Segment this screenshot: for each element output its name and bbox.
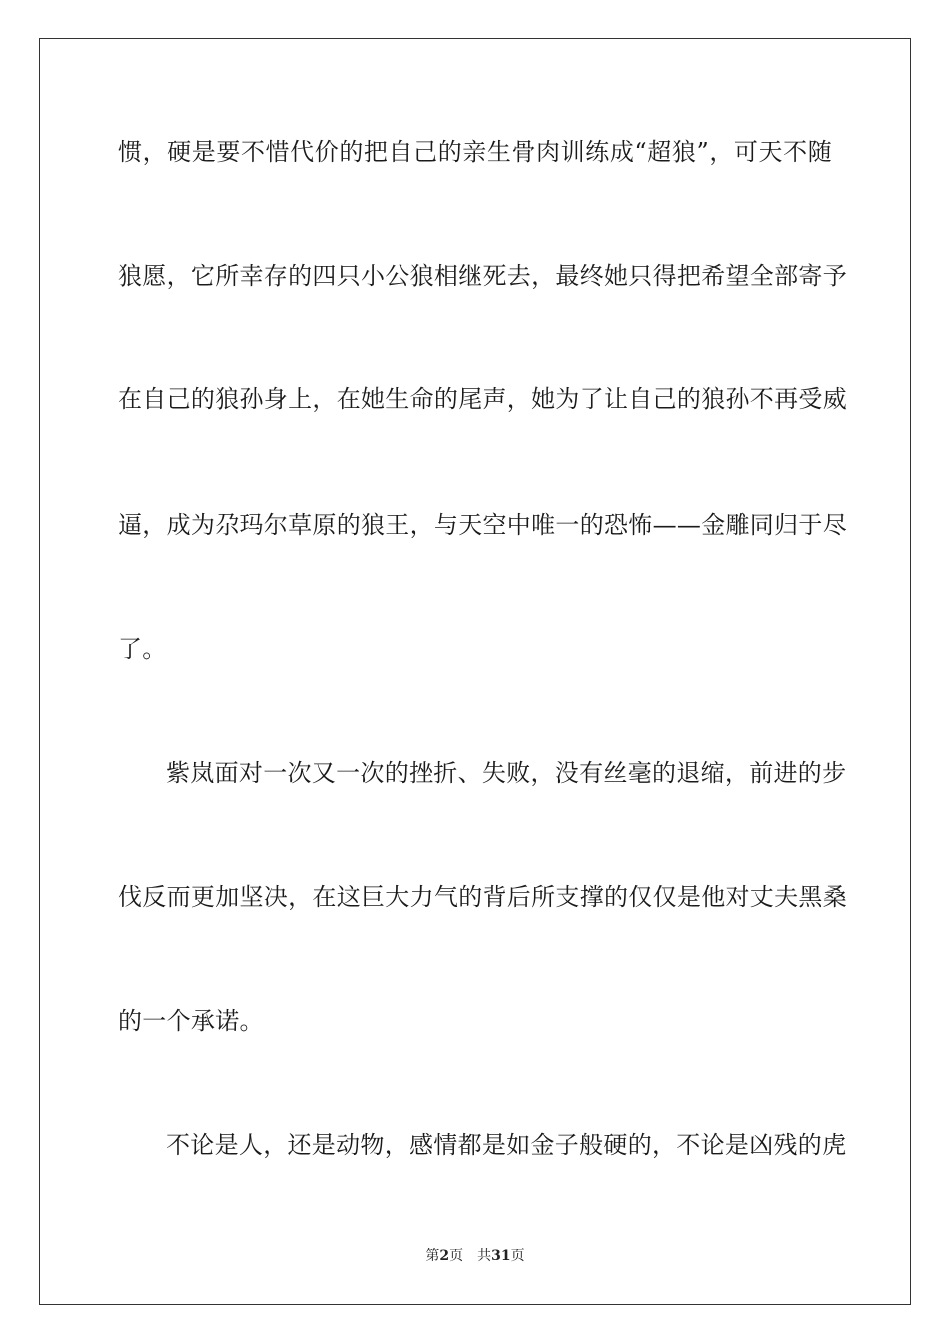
footer-total-number: 31 xyxy=(491,1248,511,1264)
text-line: 伐反而更加坚决，在这巨大力气的背后所支撑的仅仅是他对丈夫黑桑 xyxy=(118,883,847,911)
page-footer xyxy=(0,1247,950,1265)
page-border xyxy=(39,38,911,1305)
text-line: 了。 xyxy=(118,635,167,663)
text-line: 的一个承诺。 xyxy=(118,1007,264,1035)
text-line: 在自己的狼孙身上，在她生命的尾声，她为了让自己的狼孙不再受威 xyxy=(118,385,847,413)
footer-page-prefix: 第 xyxy=(425,1248,440,1264)
text-line: 狼愿，它所幸存的四只小公狼相继死去，最终她只得把希望全部寄予 xyxy=(118,262,847,290)
footer-total-prefix: 共 xyxy=(477,1248,492,1264)
footer-total-suffix: 页 xyxy=(510,1248,525,1264)
text-line-paragraph-start: 紫岚面对一次又一次的挫折、失败，没有丝毫的退缩，前进的步 xyxy=(166,759,847,787)
text-line: 惯，硬是要不惜代价的把自己的亲生骨肉训练成“超狼”，可天不随 xyxy=(118,138,832,166)
text-line: 逼，成为尕玛尔草原的狼王，与天空中唯一的恐怖——金雕同归于尽 xyxy=(118,511,847,539)
footer-page-suffix: 页 xyxy=(449,1248,464,1264)
footer-page-number: 2 xyxy=(439,1248,450,1264)
text-line-paragraph-start: 不论是人，还是动物，感情都是如金子般硬的，不论是凶残的虎 xyxy=(166,1131,847,1159)
